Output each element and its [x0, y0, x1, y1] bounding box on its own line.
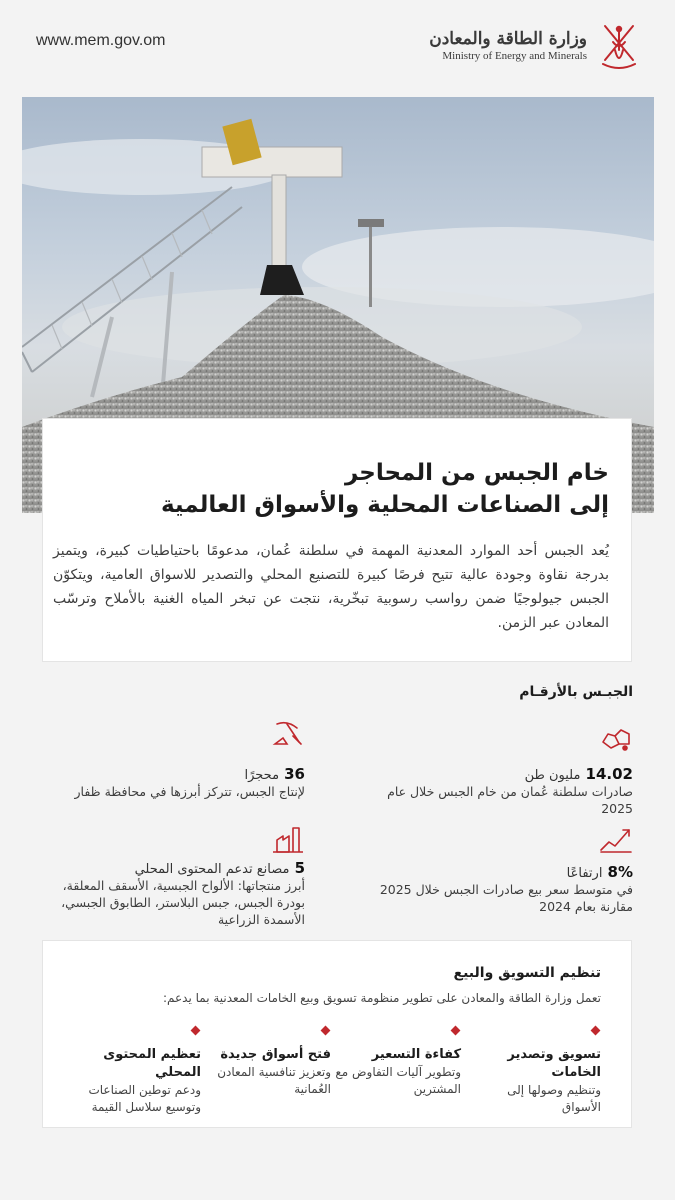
stat-description: في متوسط سعر بيع صادرات الجبس خلال 2025 مقارنة بعام 2024	[379, 882, 633, 914]
marketing-item-title: فتح أسواق جديدة	[220, 1047, 331, 1062]
marketing-item	[471, 1027, 601, 1116]
ministry-logo	[429, 20, 641, 72]
oman-emblem-icon	[597, 20, 641, 72]
title-line-2: إلى الصناعات المحلية والأسواق العالمية	[160, 492, 609, 518]
marketing-item	[61, 1027, 201, 1116]
marketing-item-title: كفاءة التسعير	[371, 1047, 461, 1062]
marketing-item-title: تسويق وتصدير الخامات	[507, 1047, 601, 1080]
marketing-title: تنظيم التسويق والبيع	[453, 965, 601, 981]
stat-description: صادرات سلطنة عُمان من خام الجبس خلال عام 2025	[387, 784, 633, 816]
header	[0, 0, 675, 90]
marketing-item-desc: وتنظيم وصولها إلى الأسواق	[507, 1083, 601, 1114]
diamond-bullet-icon	[321, 1026, 331, 1036]
stat-value: 8%	[607, 863, 633, 881]
stat-exports	[353, 718, 633, 816]
title-line-1: خام الجبس من المحاجر	[344, 460, 609, 486]
stat-description: أبرز منتجاتها: الألواح الجبسية، الأسقف المعلقة، بودرة الجبس، جبس البلاستر، الطابوق الجبسي، الأسمدة الزراعية	[61, 878, 305, 927]
marketing-item	[331, 1027, 461, 1098]
marketing-subtitle: تعمل وزارة الطاقة والمعادن على تطوير منظومة تسويق وبيع الخامات المعدنية بما يدعم:	[162, 991, 601, 1005]
rocks-icon	[599, 722, 633, 752]
growth-chart-icon	[599, 824, 633, 854]
intro-paragraph: يُعد الجبس أحد الموارد المعدنية المهمة في سلطنة عُمان، مدعومًا باحتياطيات كبيرة، ويتميز بدرجة نقاوة وجودة عالية تتيح فرصًا كبيرة للتصنيع المحلي والتصدير للاسواق العامية، ويتكوّن الجبس جيولوجيًا ضمن رواسب رسوبية تبخّرية، نتجت عن تبخر المياه الغنية بالأملاح وترسّب المعادن عبر الزمن.	[53, 543, 609, 631]
page-title	[69, 457, 609, 521]
diamond-bullet-icon	[191, 1026, 201, 1036]
ministry-name-en: Ministry of Energy and Minerals	[442, 50, 587, 62]
stat-unit: مليون طن	[524, 768, 581, 783]
stat-factories	[55, 824, 305, 934]
marketing-item	[201, 1027, 331, 1098]
stat-value: 5	[294, 859, 305, 877]
website-url[interactable]: www.mem.gov.om	[36, 32, 166, 49]
stat-unit: مصانع تدعم المحتوى المحلي	[134, 862, 290, 877]
marketing-item-desc: وتعزيز تنافسية المعادن العُمانية	[217, 1065, 331, 1096]
marketing-item-desc: ودعم توطين الصناعات وتوسيع سلاسل القيمة	[88, 1083, 201, 1114]
diamond-bullet-icon	[591, 1026, 601, 1036]
marketing-card	[42, 940, 632, 1128]
pickaxe-icon	[271, 718, 305, 748]
stat-unit: ارتفاعًا	[566, 866, 603, 881]
stat-value: 14.02	[585, 765, 633, 783]
intro-card	[42, 418, 632, 662]
stat-description: لإنتاج الجبس، تتركز أبرزها في محافظة ظفار	[74, 784, 305, 799]
stat-price-increase	[353, 824, 633, 924]
marketing-item-title: تعظيم المحتوى المحلي	[103, 1047, 201, 1080]
stat-value: 36	[284, 765, 305, 783]
numbers-section-title: الجبـس بالأرقـام	[519, 684, 633, 700]
stat-quarries	[65, 718, 305, 808]
marketing-item-desc: وتطوير آليات التفاوض مع المشترين	[335, 1065, 461, 1096]
factory-icon	[271, 824, 305, 854]
diamond-bullet-icon	[451, 1026, 461, 1036]
ministry-name-ar: وزارة الطاقة والمعادن	[429, 29, 587, 49]
stat-unit: محجرًا	[244, 768, 280, 783]
